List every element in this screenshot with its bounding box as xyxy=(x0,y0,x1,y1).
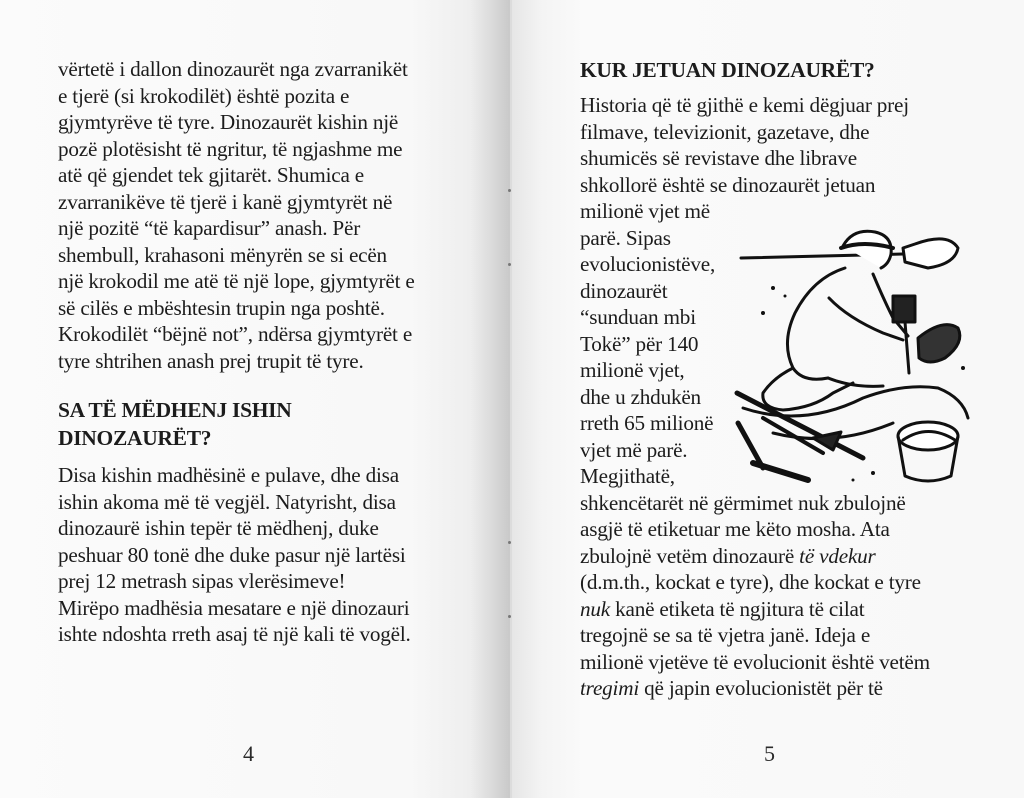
text-line: milionë vjet më xyxy=(580,199,710,223)
paragraph-limbs xyxy=(58,56,458,374)
heading-line: DINOZAURËT? xyxy=(58,426,212,450)
italic-text-run: nuk xyxy=(580,596,610,621)
text-line xyxy=(580,543,980,570)
text-line: filmave, televizionit, gazetave, dhe xyxy=(580,119,870,144)
text-line: Megjithatë, xyxy=(580,464,675,488)
text-line: (d.m.th., kockat e tyre), dhe kockat e tyre xyxy=(580,570,921,594)
paragraph-size xyxy=(58,462,458,648)
text-line: shkollorë është se dinozaurët jetuan xyxy=(580,172,876,197)
text-line: së cilës e mbështesin trupin nga poshtë. xyxy=(58,295,385,320)
text-line: shkencëtarët në gërmimet nuk zbulojnë xyxy=(580,490,906,515)
italic-text-run: tregimi xyxy=(580,676,640,700)
left-text-column xyxy=(58,56,458,648)
text-line: ishte ndoshta rreth asaj të një kali të vogël. xyxy=(58,622,411,646)
text-line: vërtetë i dallon dinozaurët nga zvarranikët xyxy=(58,57,408,81)
text-line: prej 12 metrash sipas vlerësimeve! xyxy=(58,569,346,593)
text-run: zbulojnë vetëm dinozaurë xyxy=(580,543,800,568)
text-line: peshuar 80 tonë dhe duke pasur një lartësi xyxy=(58,542,406,567)
paleontologist-digging-icon xyxy=(733,218,973,493)
text-line: evolucionistëve, xyxy=(580,252,716,276)
text-line: ishin akoma më të vegjël. Natyrisht, disa xyxy=(58,489,396,514)
binding-mark xyxy=(508,615,511,618)
text-line xyxy=(580,596,980,623)
text-line: atë që gjendet tek gjitarët. Shumica e xyxy=(58,163,364,187)
text-line: “sunduan mbi xyxy=(580,305,696,329)
text-line: Tokë” për 140 xyxy=(580,331,699,356)
text-line xyxy=(580,675,980,702)
text-line: milionë vjet, xyxy=(580,358,685,382)
text-line: dinozaurët xyxy=(580,278,668,303)
binding-mark xyxy=(508,189,511,192)
text-line: gjymtyrëve të tyre. Dinozaurët kishin një xyxy=(58,110,399,134)
text-line: Disa kishin madhësinë e pulave, dhe disa xyxy=(58,463,399,487)
heading-line: SA TË MËDHENJ ISHIN xyxy=(58,398,292,422)
text-run: kanë etiketa të ngjitura të cilat xyxy=(610,596,865,621)
text-line: shembull, krahasoni mënyrën se si ecën xyxy=(58,242,387,267)
text-line: Mirëpo madhësia mesatare e një dinozauri xyxy=(58,595,410,620)
text-line: tyre shtrihen anash prej trupit të tyre. xyxy=(58,348,364,373)
italic-text-run: të vdekur xyxy=(799,543,876,568)
text-line: tregojnë se sa të vjetra janë. Ideja e xyxy=(580,623,871,647)
text-line: shumicës së revistave dhe librave xyxy=(580,146,857,170)
text-line: pozë plotësisht të ngritur, të ngjashme me xyxy=(58,136,403,161)
text-line: rreth 65 milionë xyxy=(580,411,714,435)
text-line: një pozitë “të kapardisur” anash. Për xyxy=(58,216,361,240)
text-line: asgjë të etiketuar me këto mosha. Ata xyxy=(580,517,890,541)
text-line: vjet më parë. xyxy=(580,437,688,462)
text-line: milionë vjetëve të evolucionit është vetëm xyxy=(580,649,930,674)
text-line: dinozaurë ishin tepër të mëdhenj, duke xyxy=(58,516,379,540)
section-heading-size xyxy=(58,396,458,452)
page-number: 5 xyxy=(764,741,775,766)
text-line: zvarranikëve të tjerë i kanë gjymtyrët në xyxy=(58,189,393,214)
text-line: dhe u zhdukën xyxy=(580,384,701,409)
text-line: parë. Sipas xyxy=(580,225,671,250)
text-run: që japin evolucionistët për të xyxy=(639,676,883,700)
binding-mark xyxy=(508,263,511,266)
text-line: e tjerë (si krokodilët) është pozita e xyxy=(58,83,350,108)
text-line: Krokodilët “bëjnë not”, ndërsa gjymtyrët e xyxy=(58,322,413,346)
binding-mark xyxy=(508,541,511,544)
section-heading-when: KUR JETUAN DINOZAURËT? xyxy=(580,58,875,82)
text-line: një krokodil me atë të një lope, gjymtyrët e xyxy=(58,269,415,293)
page-number: 4 xyxy=(243,741,254,766)
page-gutter-shadow xyxy=(470,0,510,798)
text-line: Historia që të gjithë e kemi dëgjuar prej xyxy=(580,93,909,117)
